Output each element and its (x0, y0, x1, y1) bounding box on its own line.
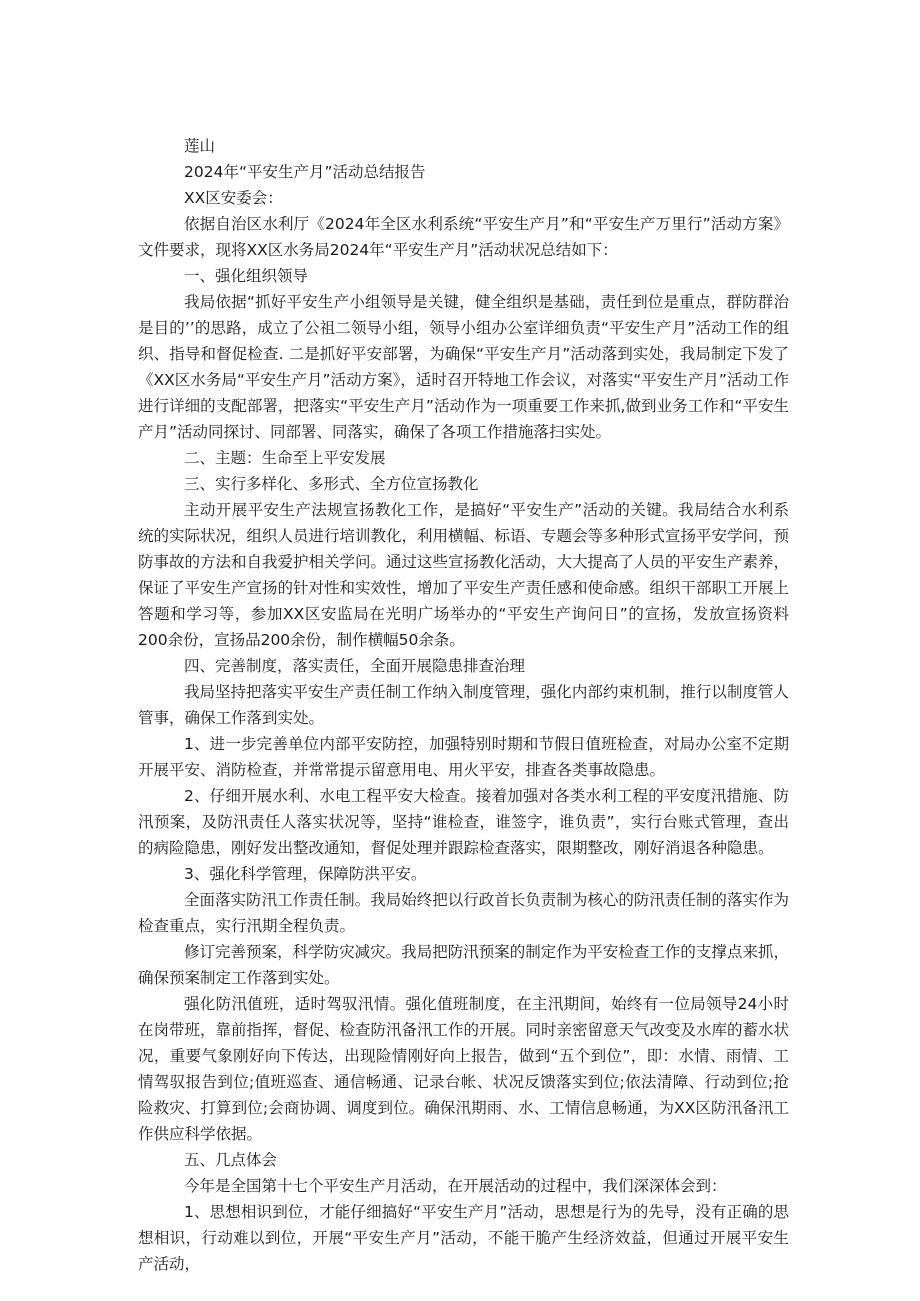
section-5-heading: 五、几点体会 (184, 1151, 278, 1169)
flood-paragraph-1: 全面落实防汛工作责任制。我局始终把以行政首长负责制为核心的防汛责任制的落实作为检查重点，实行汛期全程负责。 (138, 891, 789, 935)
section-4-heading: 四、完善制度，落实责任，全面开展隐患排查治理 (184, 657, 526, 675)
section-3-body: 主动开展平安生产法规宣扬教化工作，是搞好“平安生产”活动的关键。我局结合水利系统的实际状况，组织人员进行培训教化，利用横幅、标语、专题会等多种形式宣扬平安学问，预防事故的方法和自我爱护相关学问。通过这些宣扬教化活动，大大提高了人员的平安生产素养，保证了平安生产宣扬的针对性和实效性，增加了平安生产责任感和使命感。组织干部职工开展上答题和学习等，参加XX区安监局在光明广场举办的“平安生产询问日”的宣扬，发放宣扬资料200余份，宣扬品200余份，制作横幅50余条。 (138, 501, 790, 649)
section-5-lead: 今年是全国第十七个平安生产月活动，在开展活动的过程中，我们深深体会到： (184, 1177, 727, 1195)
place-name: 莲山 (184, 137, 216, 155)
intro-paragraph: 依据自治区水利厅《2024年全区水利系统“平安生产月”和“平安生产万里行”活动方案》文件要求，现将XX区水务局2024年“平安生产月”活动状况总结如下： (138, 215, 789, 259)
section-5-point-1: 1、思想相识到位，才能仔细搞好“平安生产月”活动，思想是行为的先导，没有正确的思想相识，行动难以到位，开展“平安生产月”活动，不能干脆产生经济效益，但通过开展平安生产活动， (138, 1203, 789, 1273)
section-1-body: 我局依据“抓好平安生产小组领导是关键，健全组织是基础，责任到位是重点，群防群治是目的’’的思路，成立了公祖二领导小组，领导小组办公室详细负责“平安生产月”活动工作的组织、指导和督促检查. 二是抓好平安部署，为确保“平安生产月”活动落到实处，我局制定下发了《XX区水务局“平安生产月”活动方案》，适时召开特地工作会议，对落实“平安生产月”活动工作进行详细的支配部署，把落实“平安生产月”活动作为一项重要工作来抓,做到业务工作和“平安生产月”活动同探讨、同部署、同落实，确保了各项工作措施落扫实处。 (138, 293, 789, 441)
flood-paragraph-2: 修订完善预案，科学防灾减灾。我局把防汛预案的制定作为平安检查工作的支撑点来抓，确保预案制定工作落到实处。 (138, 943, 789, 987)
addressee: XX区安委会： (184, 189, 283, 207)
flood-paragraph-3: 强化防汛值班，适时驾驭汛情。强化值班制度，在主汛期间，始终有一位局领导24小时在岗带班，靠前指挥，督促、检查防汛备汛工作的开展。同时亲密留意天气改变及水库的蓄水状况，重要气象刚好向下传达，出现险情刚好向上报告，做到“五个到位”，即：水情、雨情、工情驾驭报告到位;值班巡查、通信畅通、记录台帐、状况反馈落实到位;依法清障、行动到位;抢险救灾、打算到位;会商协调、调度到位。确保汛期雨、水、工情信息畅通，为XX区防汛备汛工作供应科学依据。 (138, 995, 790, 1143)
item-3: 3、强化科学管理，保障防洪平安。 (184, 865, 427, 883)
item-1: 1、进一步完善单位内部平安防控，加强特别时期和节假日值班检查，对局办公室不定期开展平安、消防检查，并常常提示留意用电、用火平安，排查各类事故隐患。 (138, 735, 789, 779)
section-3-heading: 三、实行多样化、多形式、全方位宣扬教化 (184, 475, 479, 493)
document-page (138, 133, 789, 1277)
section-1-heading: 一、强化组织领导 (184, 267, 309, 285)
report-title: 2024年“平安生产月”活动总结报告 (184, 163, 426, 181)
section-4-body: 我局坚持把落实平安生产责任制工作纳入制度管理，强化内部约束机制，推行以制度管人管事，确保工作落到实处。 (138, 683, 789, 727)
item-2: 2、仔细开展水利、水电工程平安大检查。接着加强对各类水利工程的平安度汛措施、防汛预案，及防汛责任人落实状况等，坚持“谁检查，谁签字，谁负责”，实行台账式管理，查出的病险隐患，刚好发出整改通知，督促处理并跟踪检查落实，限期整改，刚好消退各种隐患。 (138, 787, 789, 857)
section-2-heading: 二、主题：生命至上平安发展 (184, 449, 386, 467)
